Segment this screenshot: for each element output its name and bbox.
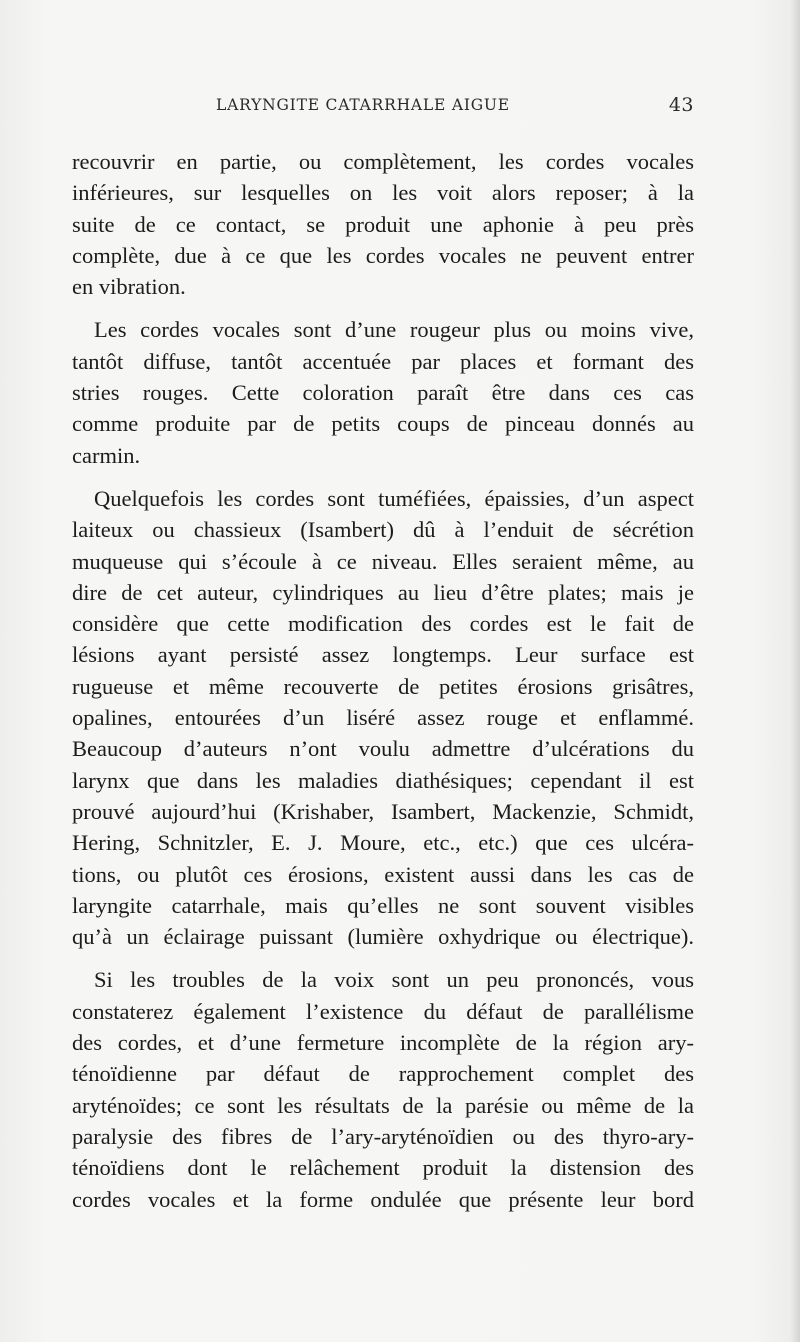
text-line: complète, due à ce que les cordes vocales ne peuvent entrer [72, 242, 694, 268]
text-line: aryténoïdes; ce sont les résultats de la parésie ou même de la [72, 1092, 694, 1118]
text-line: tions, ou plutôt ces érosions, existent aussi dans les cas de [72, 861, 694, 887]
text-line: Beaucoup d’auteurs n’ont voulu admettre d’ulcérations du [72, 736, 694, 762]
text-line: en vibration. [72, 274, 186, 300]
text-line: constaterez également l’existence du défaut de parallélisme [72, 998, 694, 1024]
text-line: laiteux ou chassieux (Isambert) dû à l’enduit de sécrétion [72, 517, 694, 543]
text-line: rugueuse et même recouverte de petites érosions grisâtres, [72, 673, 694, 699]
text-line: Quelquefois les cordes sont tuméfiées, épaissies, d’un aspect [94, 485, 694, 511]
page-number: 43 [668, 94, 694, 116]
page-edge-shadow [790, 0, 800, 1342]
text-line: dire de cet auteur, cylindriques au lieu d’être plates; mais je [72, 579, 694, 605]
paragraph-2 [72, 314, 694, 470]
running-head [72, 94, 694, 120]
text-line: Les cordes vocales sont d’une rougeur plus ou moins vive, [94, 317, 694, 343]
text-line: laryngite catarrhale, mais qu’elles ne sont souvent visibles [72, 892, 694, 918]
text-line: carmin. [72, 442, 141, 468]
text-line: paralysie des fibres de l’ary-aryténoïdien ou des thyro-ary- [72, 1123, 694, 1149]
paragraph-4 [72, 964, 694, 1214]
text-line: suite de ce contact, se produit une aphonie à peu près [72, 211, 694, 237]
text-line: Hering, Schnitzler, E. J. Moure, etc., etc.) que ces ulcéra- [72, 830, 694, 856]
text-line: muqueuse qui s’écoule à ce niveau. Elles seraient même, au [72, 548, 694, 574]
paragraph-3 [72, 483, 694, 952]
text-line: larynx que dans les maladies diathésiques; cependant il est [72, 767, 694, 793]
text-line: des cordes, et d’une fermeture incomplète de la région ary- [72, 1030, 694, 1056]
paragraph-1 [72, 146, 694, 302]
text-line: Si les troubles de la voix sont un peu prononcés, vous [94, 967, 694, 993]
text-line: tantôt diffuse, tantôt accentuée par places et formant des [72, 348, 694, 374]
text-line: qu’à un éclairage puissant (lumière oxhydrique ou électrique). [72, 924, 694, 950]
text-line: stries rouges. Cette coloration paraît être dans ces cas [72, 380, 694, 406]
text-line: recouvrir en partie, ou complètement, les cordes vocales [72, 149, 694, 174]
text-line: lésions ayant persisté assez longtemps. Leur surface est [72, 642, 694, 668]
body-text [72, 146, 694, 1215]
text-line: ténoïdiens dont le relâchement produit la distension des [72, 1155, 694, 1181]
text-line: comme produite par de petits coups de pinceau donnés au [72, 411, 694, 437]
text-line: ténoïdienne par défaut de rapprochement complet des [72, 1061, 694, 1087]
chapter-title: LARYNGITE CATARRHALE AIGUE [216, 96, 510, 114]
text-line: opalines, entourées d’un liséré assez rouge et enflammé. [72, 705, 694, 731]
text-line: prouvé aujourd’hui (Krishaber, Isambert, Mackenzie, Schmidt, [72, 798, 694, 824]
text-line: inférieures, sur lesquelles on les voit alors reposer; à la [72, 180, 694, 206]
text-line: cordes vocales et la forme ondulée que présente leur bord [72, 1186, 694, 1212]
text-line: considère que cette modification des cordes est le fait de [72, 611, 694, 637]
